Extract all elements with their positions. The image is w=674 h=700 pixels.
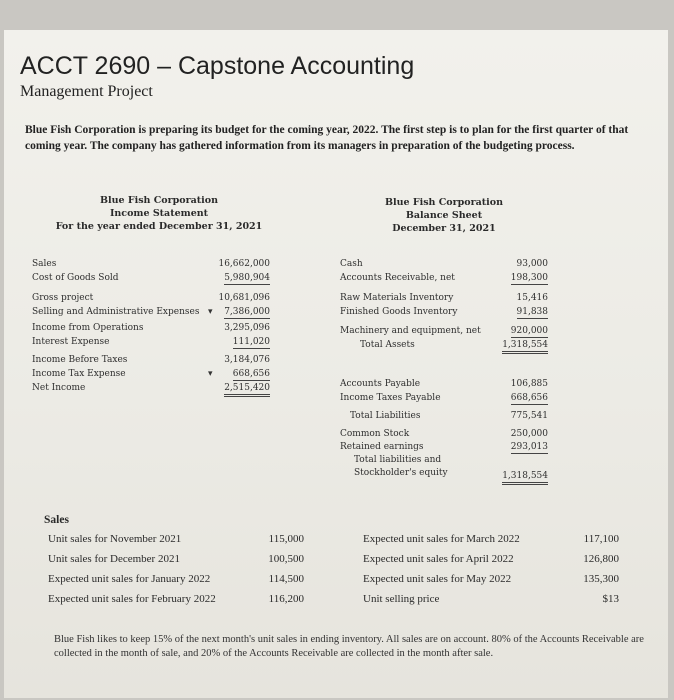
sales-heading: Sales xyxy=(44,514,69,526)
balance-row-value: 775,541 xyxy=(510,411,548,421)
balance-row-value: 1,318,554 xyxy=(492,340,548,350)
balance-company: Blue Fish Corporation xyxy=(384,197,504,208)
income-row-label: Income Tax Expense xyxy=(32,369,126,379)
sales-value: 116,200 xyxy=(268,593,304,605)
income-row-label: Selling and Administrative Expenses xyxy=(32,307,200,317)
income-row-label: Net Income xyxy=(32,383,86,393)
income-statement-header xyxy=(44,194,274,233)
income-row-value: 7,386,000 xyxy=(224,307,270,317)
balance-sheet-header xyxy=(339,196,549,235)
income-row-value: 3,184,076 xyxy=(224,355,270,365)
sales-value: 117,100 xyxy=(583,533,619,545)
income-row-label: Sales xyxy=(32,259,57,269)
income-row-value: 10,681,096 xyxy=(218,293,270,303)
balance-date: December 31, 2021 xyxy=(392,223,496,234)
balance-row-label: Accounts Payable xyxy=(340,379,421,389)
balance-row-value: 250,000 xyxy=(510,429,548,439)
balance-row-value: 198,300 xyxy=(510,273,548,283)
income-row-value: 668,656 xyxy=(232,369,270,379)
balance-row-value: 920,000 xyxy=(510,326,548,336)
income-company: Blue Fish Corporation xyxy=(99,195,219,206)
balance-row-label: Total Assets xyxy=(360,340,415,350)
income-row-label: Cost of Goods Sold xyxy=(32,273,119,283)
intro-paragraph: Blue Fish Corporation is preparing its budget for the coming year, 2022. The first step is to plan for the first quarter of that coming year. The company has gathered information from its managers in preparation of the budgeting process. xyxy=(25,124,629,152)
income-row-value: 2,515,420 xyxy=(200,383,270,393)
income-row-value: 5,980,904 xyxy=(224,273,270,283)
sales-value: 135,300 xyxy=(583,573,619,585)
sales-label: Expected unit sales for April 2022 xyxy=(363,553,514,565)
balance-row-label: Accounts Receivable, net xyxy=(340,273,455,283)
balance-row-value: 106,885 xyxy=(510,379,548,389)
income-row-label: Interest Expense xyxy=(32,337,110,347)
balance-row-label: Total liabilities and xyxy=(354,455,442,465)
income-period: For the year ended December 31, 2021 xyxy=(55,221,263,232)
document-page xyxy=(4,30,668,698)
sales-label: Expected unit sales for March 2022 xyxy=(363,533,520,545)
page-title: ACCT 2690 – Capstone Accounting xyxy=(20,52,415,80)
page-subtitle: Management Project xyxy=(20,83,153,100)
balance-row-value: 93,000 xyxy=(516,259,548,269)
balance-row-label: Total Liabilities xyxy=(350,411,421,421)
income-row-value: 16,662,000 xyxy=(218,259,270,269)
balance-title: Balance Sheet xyxy=(405,210,483,221)
balance-row-label: Common Stock xyxy=(340,429,410,439)
balance-row-value: 293,013 xyxy=(510,442,548,452)
sales-label: Expected unit sales for January 2022 xyxy=(48,573,211,585)
income-row-label: Gross project xyxy=(32,293,94,303)
sales-label: Unit selling price xyxy=(363,593,440,605)
balance-row-label: Machinery and equipment, net xyxy=(340,326,481,336)
balance-row-label: Raw Materials Inventory xyxy=(340,293,454,303)
balance-row-label: Stockholder's equity xyxy=(354,468,448,478)
balance-row-label: Income Taxes Payable xyxy=(340,393,441,403)
income-row-value: 3,295,096 xyxy=(224,323,270,333)
balance-row-label: Cash xyxy=(340,259,363,269)
sales-label: Unit sales for December 2021 xyxy=(48,553,180,565)
annotation-mark: ▾ xyxy=(208,307,213,317)
sales-label: Expected unit sales for February 2022 xyxy=(48,593,216,605)
balance-row-label: Finished Goods Inventory xyxy=(340,307,458,317)
sales-label: Expected unit sales for May 2022 xyxy=(363,573,512,585)
sales-value: 114,500 xyxy=(268,573,304,585)
balance-row-value: 668,656 xyxy=(510,393,548,403)
balance-row-label: Retained earnings xyxy=(340,442,424,452)
income-title: Income Statement xyxy=(109,208,209,219)
balance-row-value: 1,318,554 xyxy=(492,471,548,481)
income-row-label: Income Before Taxes xyxy=(32,355,128,365)
sales-value: 115,000 xyxy=(268,533,304,545)
balance-row-value: 15,416 xyxy=(516,293,548,303)
footer-note: Blue Fish likes to keep 15% of the next month's unit sales in ending inventory. All sales are on account. 80% of the Accounts Receivable are collected in the month of sale, and 20% of the Accounts Receivable are collected in the month after sale. xyxy=(54,634,644,659)
annotation-mark: ▾ xyxy=(208,369,213,379)
income-row-label: Income from Operations xyxy=(32,323,144,333)
income-row-value: 111,020 xyxy=(232,337,270,347)
balance-row-value: 91,838 xyxy=(516,307,548,317)
sales-value: $13 xyxy=(602,593,619,605)
sales-label: Unit sales for November 2021 xyxy=(48,533,182,545)
sales-value: 126,800 xyxy=(583,553,619,565)
sales-value: 100,500 xyxy=(268,553,304,565)
